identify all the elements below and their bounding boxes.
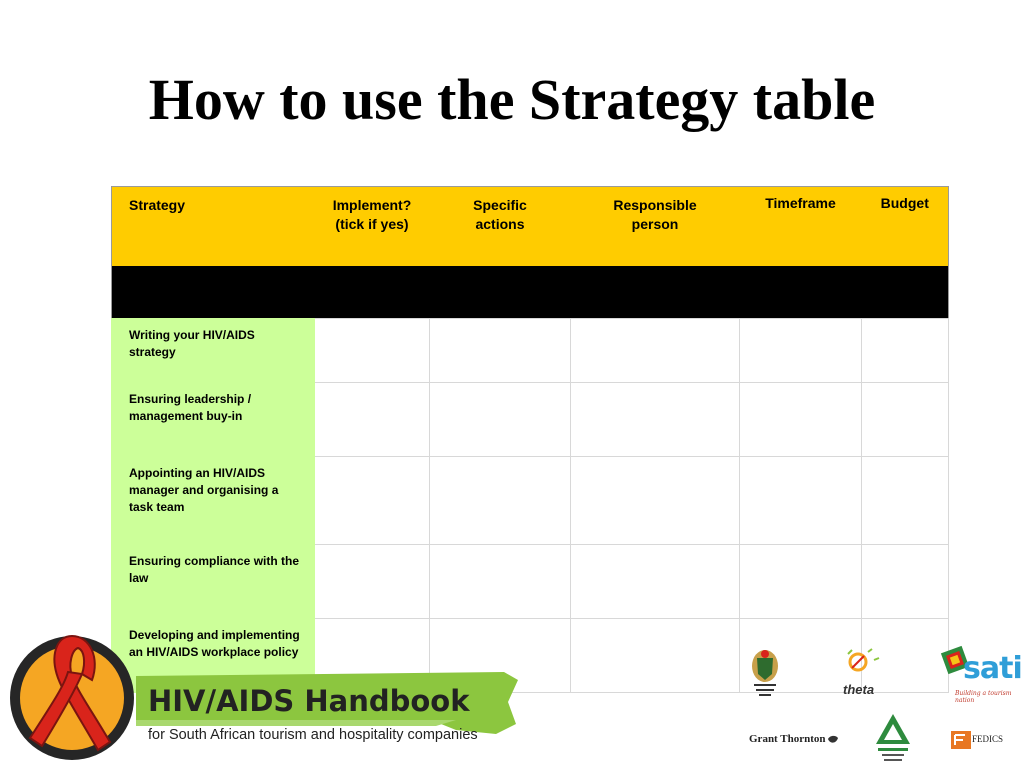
fedhasa-logo — [874, 712, 912, 766]
strategy-cell: Developing and implementing an HIV/AIDS workplace policy — [112, 619, 315, 693]
sati-label: sati — [963, 651, 1022, 686]
sati-tagline: Building a tourism nation — [955, 690, 1012, 704]
table-row — [112, 545, 949, 619]
specific-actions-cell[interactable] — [430, 545, 571, 619]
specific-actions-cell[interactable] — [430, 383, 571, 457]
header-implement: Implement? (tick if yes) — [315, 187, 430, 267]
budget-cell[interactable] — [862, 545, 949, 619]
implement-cell[interactable] — [315, 457, 430, 545]
slide-title: How to use the Strategy table — [148, 67, 876, 132]
header-timeframe: Timeframe — [740, 187, 862, 267]
responsible-person-cell[interactable] — [571, 619, 740, 693]
specific-actions-cell[interactable] — [430, 457, 571, 545]
grant-thornton-logo: Grant Thornton — [749, 733, 826, 745]
theta-logo — [838, 648, 882, 684]
timeframe-cell[interactable] — [740, 457, 862, 545]
black-band — [112, 266, 949, 319]
strategy-table — [111, 186, 949, 693]
department-of-health-logo — [748, 648, 782, 700]
timeframe-cell[interactable] — [740, 319, 862, 383]
table-row — [112, 319, 949, 383]
black-band-row — [112, 266, 949, 319]
budget-cell[interactable] — [862, 383, 949, 457]
fedics-label: FEDICS — [972, 734, 1004, 744]
strategy-cell: Writing your HIV/AIDS strategy — [112, 319, 315, 383]
fedics-logo-mark — [951, 731, 971, 749]
theta-label: theta — [843, 682, 875, 697]
implement-cell[interactable] — [315, 383, 430, 457]
timeframe-cell[interactable] — [740, 383, 862, 457]
timeframe-cell[interactable] — [740, 545, 862, 619]
header-strategy: Strategy — [112, 187, 315, 267]
responsible-person-cell[interactable] — [571, 319, 740, 383]
strategy-cell: Ensuring leadership / management buy-in — [112, 383, 315, 457]
header-specific-actions: Specific actions — [430, 187, 571, 267]
aids-ribbon-logo — [6, 628, 138, 764]
strategy-cell: Ensuring compliance with the law — [112, 545, 315, 619]
table-row — [112, 383, 949, 457]
table-row — [112, 457, 949, 545]
implement-cell[interactable] — [315, 545, 430, 619]
strategy-cell: Appointing an HIV/AIDS manager and organising a task team — [112, 457, 315, 545]
handbook-subtitle: for South African tourism and hospitality companies — [148, 727, 478, 743]
handbook-title: HIV/AIDS Handbook — [148, 684, 470, 718]
table-header-row — [112, 187, 949, 267]
responsible-person-cell[interactable] — [571, 545, 740, 619]
responsible-person-cell[interactable] — [571, 383, 740, 457]
header-responsible-person: Responsible person — [571, 187, 740, 267]
specific-actions-cell[interactable] — [430, 319, 571, 383]
header-budget: Budget — [862, 187, 949, 267]
responsible-person-cell[interactable] — [571, 457, 740, 545]
implement-cell[interactable] — [315, 319, 430, 383]
budget-cell[interactable] — [862, 457, 949, 545]
grant-thornton-mark-icon — [828, 735, 838, 744]
budget-cell[interactable] — [862, 319, 949, 383]
